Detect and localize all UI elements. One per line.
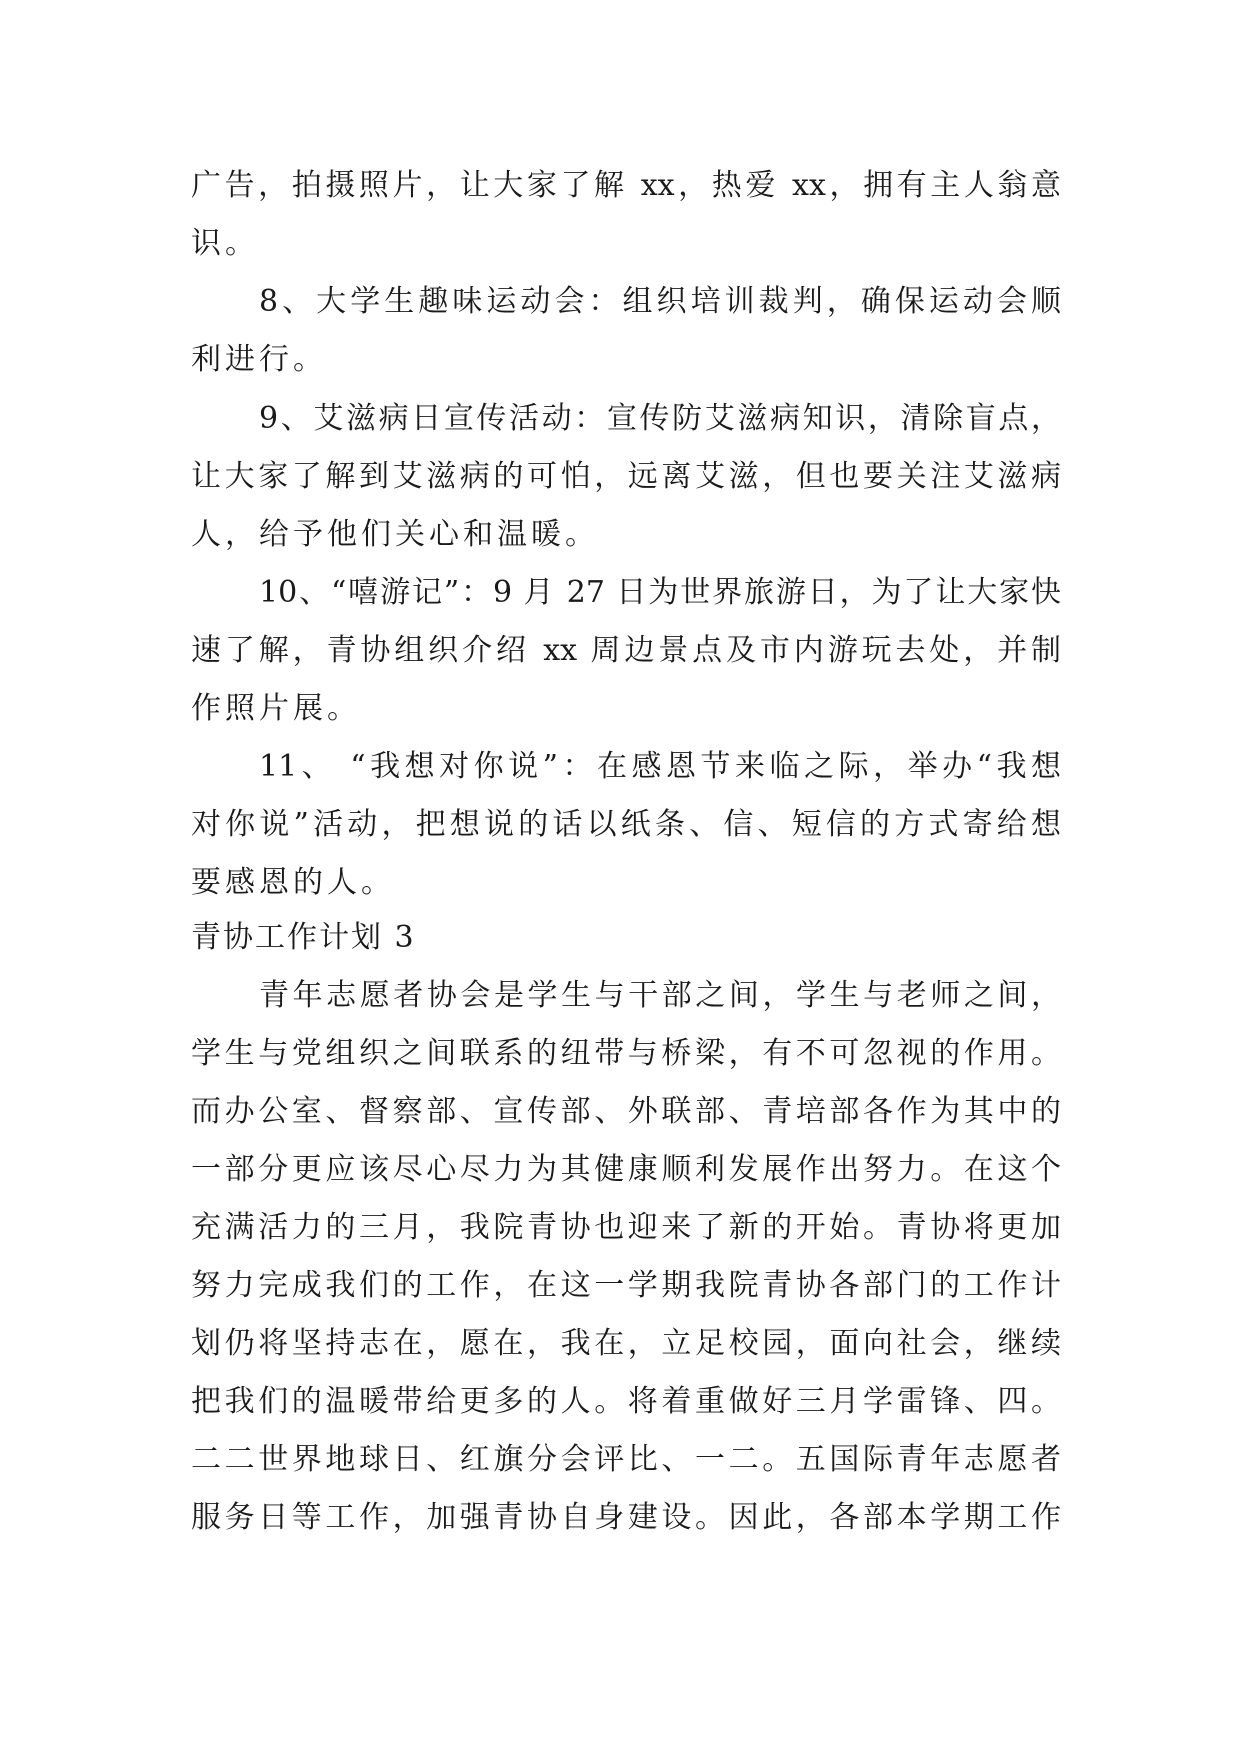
- text-line: 二二世界地球日、红旗分会评比、一二。五国际青年志愿者: [191, 1442, 1061, 1477]
- text-line: 识。: [191, 226, 259, 261]
- text-line: 要感恩的人。: [191, 865, 395, 900]
- text-line: 利进行。: [191, 342, 327, 377]
- text-line: 充满活力的三月，我院青协也迎来了新的开始。青协将更加: [191, 1210, 1061, 1245]
- section-heading: 青协工作计划 3: [191, 920, 416, 955]
- list-item-11: 11、 “我想对你说”：在感恩节来临之际，举办“我想: [259, 749, 1061, 784]
- text-line: 人，给予他们关心和温暖。: [191, 517, 599, 552]
- text-line: 学生与党组织之间联系的纽带与桥梁，有不可忽视的作用。: [191, 1036, 1061, 1071]
- text-line: 划仍将坚持志在，愿在，我在，立足校园，面向社会，继续: [191, 1326, 1061, 1361]
- text-line: 速了解，青协组织介绍 xx 周边景点及市内游玩去处，并制: [191, 633, 1061, 668]
- text-line: 广告，拍摄照片，让大家了解 xx，热爱 xx，拥有主人翁意: [191, 168, 1061, 203]
- text-line: 服务日等工作，加强青协自身建设。因此，各部本学期工作: [191, 1500, 1061, 1535]
- text-line: 让大家了解到艾滋病的可怕，远离艾滋，但也要关注艾滋病: [191, 459, 1061, 494]
- paragraph-start: 青年志愿者协会是学生与干部之间，学生与老师之间，: [259, 978, 1061, 1013]
- text-line: 把我们的温暖带给更多的人。将着重做好三月学雷锋、四。: [191, 1384, 1061, 1419]
- list-item-8: 8、大学生趣味运动会：组织培训裁判，确保运动会顺: [259, 284, 1061, 319]
- text-line: 努力完成我们的工作，在这一学期我院青协各部门的工作计: [191, 1268, 1061, 1303]
- text-line: 而办公室、督察部、宣传部、外联部、青培部各作为其中的: [191, 1094, 1061, 1129]
- text-line: 一部分更应该尽心尽力为其健康顺利发展作出努力。在这个: [191, 1152, 1061, 1187]
- text-line: 作照片展。: [191, 691, 361, 726]
- list-item-9: 9、艾滋病日宣传活动：宣传防艾滋病知识，清除盲点，: [259, 401, 1061, 436]
- text-line: 对你说”活动，把想说的话以纸条、信、短信的方式寄给想: [191, 807, 1061, 842]
- list-item-10: 10、“嘻游记”：9 月 27 日为世界旅游日，为了让大家快: [259, 575, 1061, 610]
